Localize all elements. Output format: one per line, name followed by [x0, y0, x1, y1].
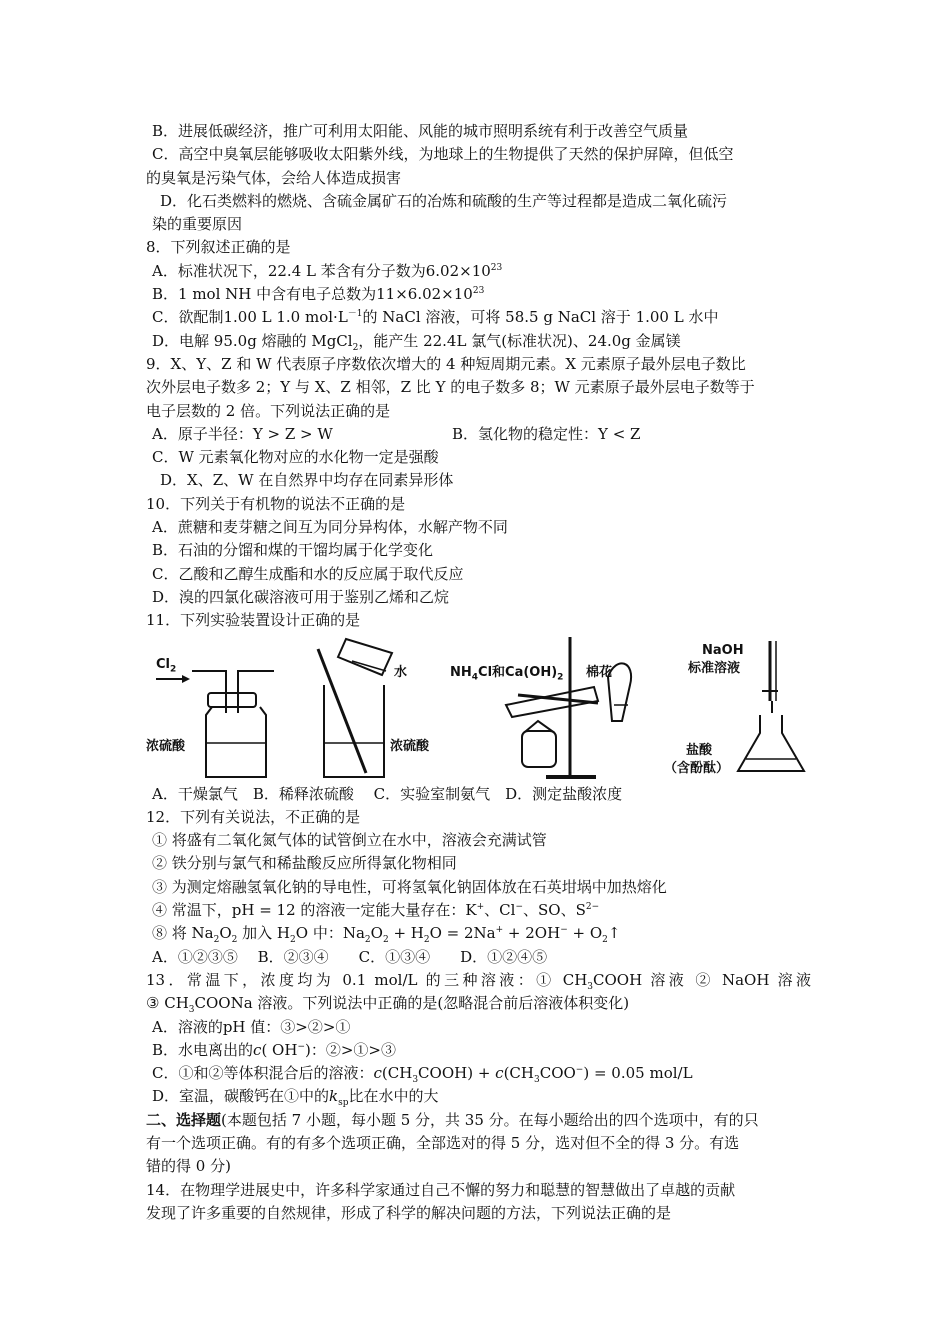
beaker — [324, 685, 384, 777]
q12-statement-2: ② 铁分别与氯气和稀盐酸反应所得氯化物相同 — [152, 854, 457, 873]
clamp-arm — [518, 695, 598, 703]
q12-statement-4: ④ 常温下，pH = 12 的溶液一定能大量存在：K+、Cl−、SO、$S^{2-}$ — [152, 901, 600, 920]
wash-bottle — [206, 707, 266, 777]
lamp-wick — [526, 721, 552, 731]
q10-option-c: C．乙酸和乙醇生成酯和水的反应属于取代反应 — [152, 564, 464, 583]
q13-option-a: A．溶液的pH 值：③>②>① — [152, 1017, 351, 1036]
label-cotton: 棉花 — [586, 664, 613, 680]
section2-text-line3: 错的得 0 分) — [146, 1157, 231, 1176]
q8-option-a: A．标准状况下，22.4 L 苯含有分子数为$6.02\times 10^{23}$ — [152, 261, 503, 280]
q14-line2: 发现了许多重要的自然规律，形成了科学的解决问题的方法，下列说法正确的是 — [146, 1203, 672, 1222]
q10-stem: 10．下列关于有机物的说法不正确的是 — [146, 494, 406, 513]
q9-option-b: B．氢化物的稳定性：Y < Z — [452, 424, 641, 443]
label-acid-b: 浓硫酸 — [390, 738, 430, 754]
q7-option-d-line1: D．化石类燃料的燃烧、含硫金属矿石的冶炼和硫酸的生产等过程都是造成二氧化硫污 — [160, 191, 728, 210]
pouring-beaker — [338, 639, 392, 675]
section2-title: 二、选择题 — [146, 1110, 222, 1129]
conical-flask — [738, 715, 804, 771]
exam-page — [146, 120, 811, 1225]
q11-apparatus-figure — [146, 635, 811, 783]
q9-stem-line3: 电子层数的 2 倍。下列说法正确的是 — [146, 401, 391, 420]
q13-option-d: D．室温，碳酸钙在①中的$k_{sp}$比在水中的大 — [152, 1087, 439, 1109]
q9-option-c: C．W 元素氧化物对应的水化物一定是强酸 — [152, 448, 439, 467]
q13-option-b: B．水电离出的c( OH−)：②>①>③ — [152, 1040, 396, 1059]
alcohol-lamp — [522, 731, 556, 767]
q10-option-d: D．溴的四氯化碳溶液可用于鉴别乙烯和乙烷 — [152, 587, 450, 606]
bottle-stopper — [208, 693, 256, 707]
q9-option-a: A．原子半径：Y > Z > W — [152, 424, 333, 443]
q12-statement-3: ③ 为测定熔融氢氧化钠的导电性，可将氢氧化钠固体放在石英坩埚中加热熔化 — [152, 877, 667, 896]
q8-option-b: B．1 mol NH 中含有电子总数为$11\times 6.02\times 10^{23}$ — [152, 285, 485, 304]
q13-option-c: C．①和②等体积混合后的溶液：$c(CH_3COOH) + c(CH_3COO^-) = 0.05$ mol/L — [152, 1064, 693, 1086]
q10-option-b: B．石油的分馏和煤的干馏均属于化学变化 — [152, 541, 434, 560]
q12-options: A．①②③⑤ B．②③④ C．①③④ D．①②④⑤ — [152, 947, 548, 966]
glass-rod — [318, 649, 366, 773]
q8-option-c: C．欲配制1.00 L 1.0 $mol\cdot L^{-1}$的 NaCl 溶液，可将 58.5 g NaCl 溶于 1.00 L 水中 — [152, 308, 719, 327]
section2-text-line2: 有一个选项正确。有的有多个选项正确，全部选对的得 5 分，选对但不全的得 3 分。有选 — [146, 1133, 740, 1152]
q7-option-b: B．进展低碳经济，推广可利用太阳能、风能的城市照明系统有利于改善空气质量 — [152, 122, 689, 140]
label-water: 水 — [394, 664, 408, 680]
q11-stem: 11．下列实验装置设计正确的是 — [146, 611, 361, 630]
q11-options: A．干燥氯气 B．稀释浓硫酸 C．实验室制氨气 D．测定盐酸浓度 — [152, 784, 623, 803]
q7-option-c-line2: 的臭氧是污染气体，会给人体造成损害 — [146, 168, 402, 187]
q12-statement-1: ① 将盛有二氧化氮气体的试管倒立在水中，溶液会充满试管 — [152, 831, 547, 850]
label-naoh: NaOH — [702, 642, 744, 658]
q10-option-a: A．蔗糖和麦芽糖之间互为同分异构体，水解产物不同 — [152, 518, 508, 537]
q9-option-d: D．X、Z、W 在自然界中均存在同素异形体 — [160, 471, 454, 490]
q13-stem-line1: 13．常温下，浓度均为 0.1 mol/L 的三种溶液：① $CH_3COOH$ 溶液 ② NaOH 溶液 — [146, 970, 811, 992]
q7-option-c-line1: C．高空中臭氧层能够吸收太阳紫外线，为地球上的生物提供了天然的保护屏障，但低空 — [152, 145, 734, 164]
q8-option-d: D．电解 95.0g 熔融的 MgCl$_2$，能产生 22.4L 氯气(标准状况)、24.0g 金属镁 — [152, 331, 681, 353]
q12-statement-5: ⑧ 将 $Na_2O_2$ 加入 $H_2O$ 中：$Na_2O_2 + H_2O = 2Na^+ + 2OH^-$ + $O_2↑$ — [152, 924, 621, 946]
label-hcl: 盐酸 — [686, 742, 713, 758]
label-standard-solution: 标准溶液 — [688, 660, 741, 676]
label-cl2: $Cl_2$ — [156, 656, 177, 675]
section2-header: 二、选择题(本题包括 7 小题，每小题 5 分，共 35 分。在每小题给出的四个选项中，有的只 — [146, 1110, 759, 1129]
label-phenolphthalein: （含酚酞） — [664, 760, 730, 776]
q8-stem: 8．下列叙述正确的是 — [146, 238, 291, 257]
label-nh4cl-caoh2: $NH_4Cl$和$Ca(OH)_2$ — [450, 664, 564, 683]
label-acid-a: 浓硫酸 — [146, 738, 186, 754]
q14-line1: 14．在物理学进展史中，许多科学家通过自己不懈的努力和聪慧的智慧做出了卓越的贡献 — [146, 1180, 736, 1199]
q13-stem-line2: ③ $CH_3COONa$ 溶液。下列说法中正确的是(忽略混合前后溶液体积变化) — [146, 994, 630, 1016]
q9-stem-line2: 次外层电子数多 2；Y 与 X、Z 相邻，Z 比 Y 的电子数多 8；W 元素原子最外层电子数等于 — [146, 378, 755, 397]
q12-stem: 12．下列有关说法，不正确的是 — [146, 807, 361, 826]
q9-options-ab — [146, 423, 811, 446]
q9-stem-line1: 9．X、Y、Z 和 W 代表原子序数依次增大的 4 种短周期元素。X 元素原子最外层电子数比 — [146, 354, 746, 373]
q7-option-d-line2: 染的重要原因 — [152, 215, 243, 234]
